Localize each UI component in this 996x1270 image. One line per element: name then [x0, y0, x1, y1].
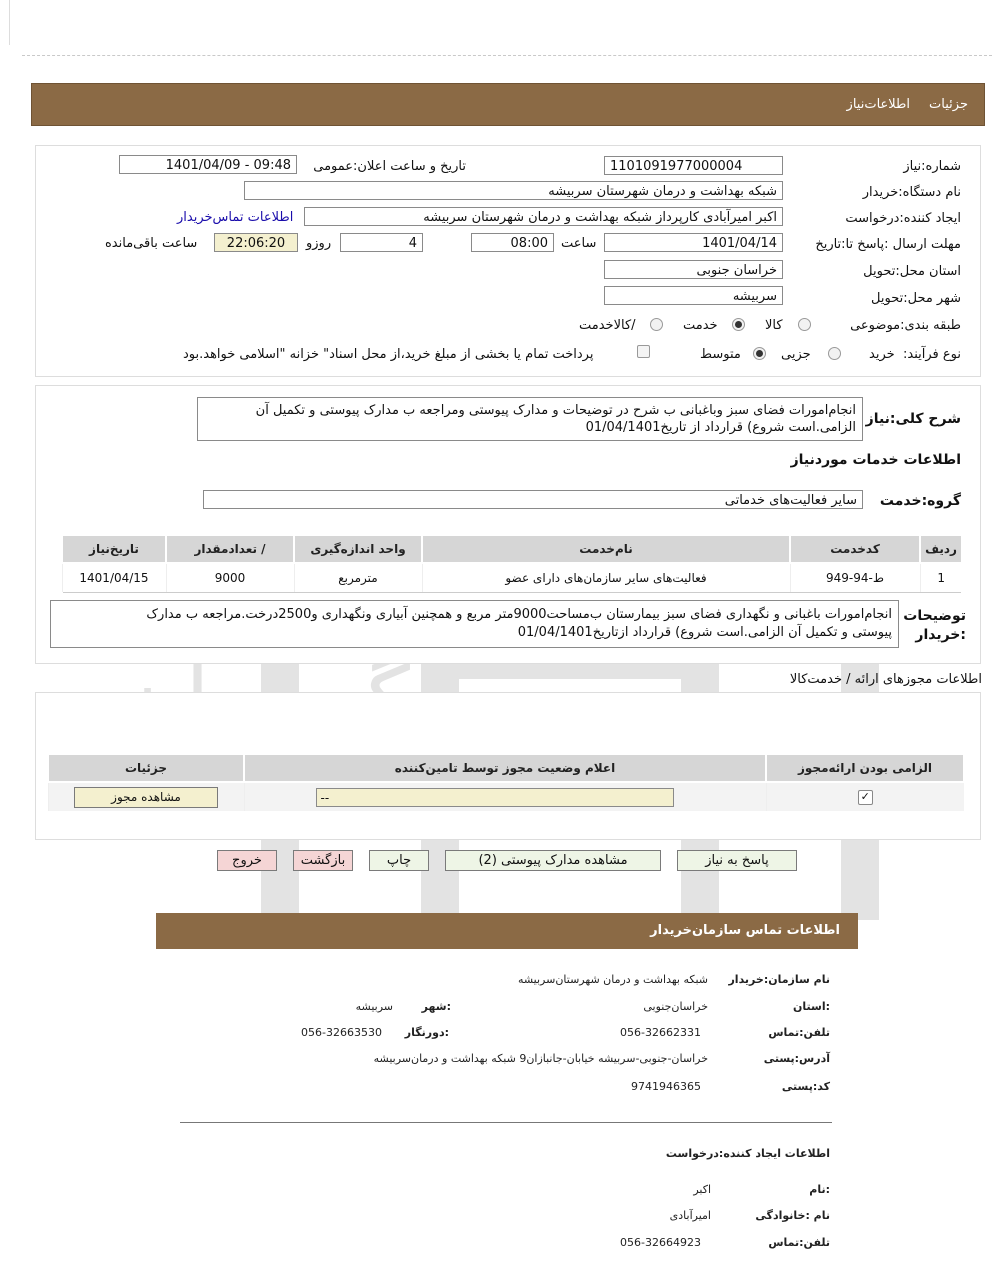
permit-status-field[interactable]: --: [316, 788, 674, 807]
process-medium-radio[interactable]: [753, 347, 766, 360]
fax-label: :دورنگار: [404, 1026, 449, 1039]
announce-label: تاریخ و ساعت اعلان:عمومی: [313, 159, 466, 174]
name-value: اکبر: [693, 1183, 711, 1196]
table-divider: [63, 592, 961, 593]
creator-phone-value: 056-32664923: [620, 1236, 701, 1249]
need-info-panel: [35, 145, 981, 377]
exit-button[interactable]: خروج: [217, 850, 277, 871]
creator-field: اکبر امیرآبادی کارپرداز شبکه بهداشت و درمان شهرستان سربیشه: [304, 207, 783, 226]
process-kind: خرید: [869, 347, 895, 362]
permits-title: اطلاعات مجوزهای ارائه / خدمت‌کالا: [789, 672, 982, 687]
description-label: شرح کلی:نیاز: [865, 411, 961, 427]
process-minor-label: جزیی: [781, 347, 811, 362]
remaining-label: ساعت باقی‌مانده: [105, 236, 198, 251]
reply-button[interactable]: پاسخ به نیاز: [677, 850, 797, 871]
col-status: اعلام وضعیت مجوز توسط تامین‌کننده: [244, 754, 766, 782]
category-goods-label: کالا: [765, 318, 783, 333]
city-field: سربیشه: [604, 286, 783, 305]
org-label: نام سازمان:خریدار: [728, 973, 830, 986]
treasury-payment-checkbox[interactable]: [637, 345, 650, 358]
creator-label: ایجاد کننده:درخواست: [845, 211, 961, 226]
buyer-org-label: نام دستگاه:خریدار: [862, 185, 961, 200]
category-service-radio[interactable]: [732, 318, 745, 331]
page-header: [31, 83, 985, 126]
cell-row: 1: [920, 563, 962, 592]
table-row: [48, 782, 964, 811]
print-button[interactable]: چاپ: [369, 850, 429, 871]
services-title: اطلاعات خدمات موردنیاز: [790, 452, 961, 468]
category-label: طبقه بندی:موضوعی: [850, 318, 961, 333]
need-number-field: 1101091977000004: [604, 156, 783, 175]
cell-code: ط-94-949: [790, 563, 920, 592]
province-label: استان محل:تحویل: [863, 264, 961, 279]
permits-table: [47, 753, 965, 811]
city-contact-value: سربیشه: [355, 1000, 393, 1013]
buyer-notes-label: [903, 607, 966, 645]
permits-table-header: [48, 754, 964, 782]
remaining-time-field: 22:06:20: [214, 233, 298, 252]
province-contact-label: :استان: [793, 1000, 830, 1013]
process-medium-label: متوسط: [700, 347, 741, 362]
tab-need-info[interactable]: اطلاعات‌نیاز: [846, 97, 910, 112]
buyer-notes-line-2: پیوستی و تکمیل آن الزامی.است شروع) قرارداد ازتاریخ01/04/1401: [517, 625, 892, 640]
address-value: خراسان-جنوبی-سربیشه خیابان-جانبازان9 شبکه بهداشت و درمان‌سربیشه: [373, 1052, 708, 1065]
province-field: خراسان جنوبی: [604, 260, 783, 279]
view-docs-button[interactable]: مشاهده مدارک پیوستی (2): [445, 850, 661, 871]
deadline-label: مهلت ارسال :پاسخ تا:تاریخ: [815, 237, 961, 252]
days-label: روزو: [306, 236, 332, 251]
buyer-contact-link[interactable]: اطلاعات تماس‌خریدار: [177, 210, 294, 225]
view-permit-button[interactable]: مشاهده مجوز: [74, 787, 218, 808]
process-minor-radio[interactable]: [828, 347, 841, 360]
buyer-org-field: شبکه بهداشت و درمان شهرستان سربیشه: [244, 181, 783, 200]
page-edge: [9, 0, 10, 45]
description-line-1: انجام‌امورات فضای سبز وباغبانی ب شرح در توضیحات و مدارک پیوستی ومراجعه ب مدارک پیوستی و تکمیل آن: [255, 403, 856, 418]
category-service-label: خدمت: [683, 318, 718, 333]
category-goods-radio[interactable]: [798, 318, 811, 331]
col-required: الزامی بودن ارائه‌مجوز: [766, 754, 964, 782]
buyer-notes-field: [50, 600, 899, 648]
family-label: نام :خانوادگی: [755, 1209, 830, 1222]
col-unit: واحد اندازه‌گیری: [294, 535, 422, 563]
province-contact-value: خراسان‌جنوبی: [643, 1000, 708, 1013]
buyer-notes-label-1: توضیحات: [903, 608, 966, 624]
contact-divider: [180, 1122, 832, 1123]
need-number-label: شماره:نیاز: [903, 159, 961, 174]
deadline-time-field: 08:00: [471, 233, 554, 252]
creator-phone-label: تلفن:تماس: [768, 1236, 830, 1249]
phone-label: تلفن:تماس: [768, 1026, 830, 1039]
city-contact-label: :شهر: [421, 1000, 451, 1013]
city-label: شهر محل:تحویل: [871, 291, 961, 306]
col-code: کدخدمت: [790, 535, 920, 563]
service-group-label: گروه:خدمت: [879, 493, 961, 509]
category-goods-service-radio[interactable]: [650, 318, 663, 331]
cell-name: فعالیت‌های سایر سازمان‌های دارای عضو: [422, 563, 790, 592]
announce-field: 1401/04/09 - 09:48: [119, 155, 297, 174]
top-divider: [22, 55, 992, 56]
back-button[interactable]: بازگشت: [293, 850, 353, 871]
cell-quantity: 9000: [166, 563, 294, 592]
treasury-payment-note: پرداخت تمام یا بخشی از مبلغ خرید،از محل اسناد" خزانه "اسلامی خواهد.بود: [183, 347, 594, 362]
tab-details[interactable]: جزئیات: [929, 97, 968, 112]
deadline-date-field: 1401/04/14: [604, 233, 783, 252]
cell-required: [766, 782, 964, 811]
address-label: آدرس:پستی: [763, 1052, 830, 1065]
cell-date: 1401/04/15: [62, 563, 166, 592]
services-table: [61, 534, 963, 592]
category-goods-service-label: /کالاخدمت: [579, 318, 636, 333]
phone-value: 056-32662331: [620, 1026, 701, 1039]
cell-status: [244, 782, 766, 811]
cell-unit: مترمربع: [294, 563, 422, 592]
description-field: [197, 397, 863, 441]
col-name: نام‌خدمت: [422, 535, 790, 563]
contact-bar-title: اطلاعات تماس سازمان‌خریدار: [650, 923, 840, 938]
name-label: :نام: [809, 1183, 830, 1196]
creator-info-title: اطلاعات ایجاد کننده:درخواست: [665, 1147, 830, 1160]
description-line-2: الزامی.است شروع) قرارداد از تاریخ01/04/1401: [585, 420, 856, 435]
postal-label: کد:پستی: [781, 1080, 830, 1093]
required-checkbox[interactable]: ✓: [858, 790, 873, 805]
family-value: امیرآبادی: [669, 1209, 711, 1222]
contact-bar: [156, 913, 858, 949]
days-field: 4: [340, 233, 423, 252]
buyer-notes-line-1: انجام‌امورات باغبانی و نگهداری فضای سبز بیمارستان ب‌مساحت9000متر مربع و همچنین آبیاری ونگهداری و2500درخت.مراجعه ب مدارک: [146, 607, 892, 622]
col-details: جزئیات: [48, 754, 244, 782]
cell-details: [48, 782, 244, 811]
process-label: نوع فرآیند:: [903, 347, 961, 362]
fax-value: 056-32663530: [301, 1026, 382, 1039]
col-date: تاریخ‌نیاز: [62, 535, 166, 563]
services-table-header: [62, 535, 962, 563]
org-value: شبکه بهداشت و درمان شهرستان‌سربیشه: [517, 973, 708, 986]
buyer-notes-label-2: :خریدار: [915, 627, 966, 643]
time-label: ساعت: [561, 236, 597, 251]
table-row: [62, 563, 962, 592]
service-group-field: سایر فعالیت‌های خدماتی: [203, 490, 863, 509]
postal-value: 9741946365: [631, 1080, 701, 1093]
col-row: ردیف: [920, 535, 962, 563]
col-quantity: / تعدادمقدار: [166, 535, 294, 563]
